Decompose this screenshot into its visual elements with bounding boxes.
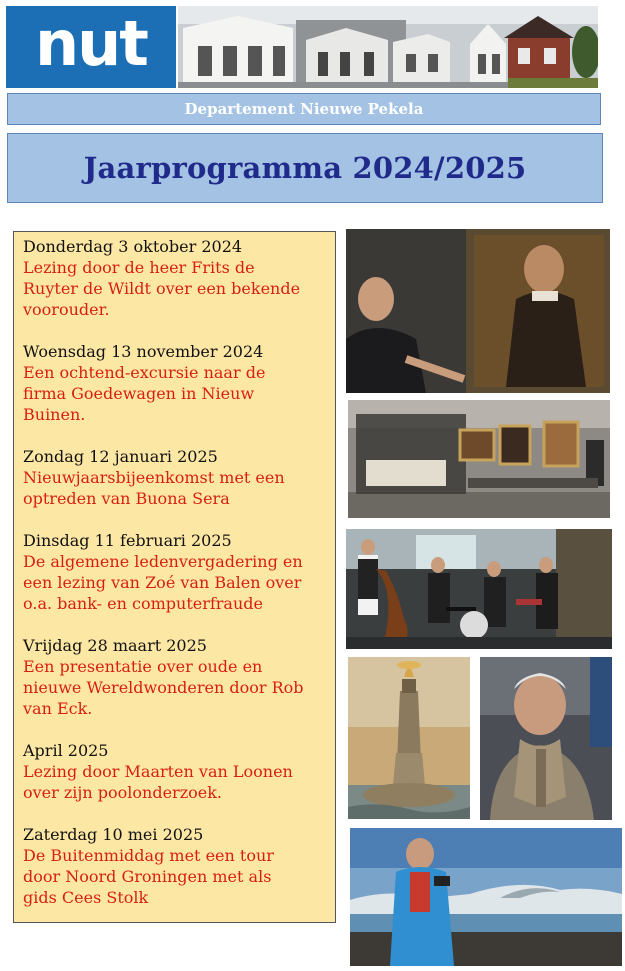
photo-lighthouse-alexandria (348, 657, 470, 819)
event-description-line: De Buitenmiddag met een tour (23, 846, 274, 865)
photo-portrait-speaker (480, 657, 612, 820)
event-description (23, 467, 328, 509)
event-description-line: Een ochtend-excursie naar de (23, 363, 266, 382)
event-date: April 2025 (23, 741, 109, 760)
event-item (23, 236, 335, 320)
photo-band-buona-sera (346, 529, 612, 649)
event-date: Donderdag 3 oktober 2024 (23, 237, 243, 256)
header-banner-photo (178, 6, 598, 88)
title-box (7, 133, 603, 203)
event-description-line: o.a. bank- en computerfraude (23, 594, 263, 613)
event-date: Dinsdag 11 februari 2025 (23, 531, 232, 550)
department-bar (7, 93, 601, 125)
photo-museum-interior (348, 400, 610, 518)
photo-polar-researcher (350, 828, 622, 966)
event-description-line: gids Cees Stolk (23, 888, 149, 907)
event-description-line: Een presentatie over oude en (23, 657, 263, 676)
logo-text: nut (35, 7, 147, 80)
event-description-line: voorouder. (23, 300, 110, 319)
event-item (23, 341, 335, 425)
event-description-line: De algemene ledenvergadering en (23, 552, 303, 571)
event-description-line: Lezing door de heer Frits de (23, 258, 255, 277)
event-description-line: van Eck. (23, 699, 93, 718)
event-date: Zondag 12 januari 2025 (23, 447, 218, 466)
event-description (23, 845, 328, 908)
event-description (23, 656, 328, 719)
event-description-line: Nieuwjaarsbijeenkomst met een (23, 468, 285, 487)
event-description-line: firma Goedewagen in Nieuw (23, 384, 255, 403)
event-item (23, 824, 335, 908)
event-item (23, 740, 335, 803)
event-date: Woensdag 13 november 2024 (23, 342, 264, 361)
event-description-line: Ruyter de Wildt over een bekende (23, 279, 301, 298)
event-description-line: Buinen. (23, 405, 86, 424)
photo-lecture-painting (346, 229, 610, 393)
events-panel (13, 231, 336, 923)
event-item (23, 635, 335, 719)
event-item (23, 530, 335, 614)
event-item (23, 446, 335, 509)
event-description-line: over zijn poolonderzoek. (23, 783, 223, 802)
event-date: Zaterdag 10 mei 2025 (23, 825, 204, 844)
event-description (23, 257, 328, 320)
event-description-line: door Noord Groningen met als (23, 867, 272, 886)
event-date: Vrijdag 28 maart 2025 (23, 636, 207, 655)
page-title: Jaarprogramma 2024/2025 (83, 151, 527, 185)
nut-logo (6, 6, 176, 88)
event-description-line: een lezing van Zoé van Balen over (23, 573, 302, 592)
event-description-line: Lezing door Maarten van Loonen (23, 762, 293, 781)
event-description-line: nieuwe Wereldwonderen door Rob (23, 678, 304, 697)
event-description-line: optreden van Buona Sera (23, 489, 230, 508)
event-description (23, 362, 328, 425)
event-description (23, 761, 328, 803)
department-label: Departement Nieuwe Pekela (184, 100, 424, 118)
event-description (23, 551, 328, 614)
